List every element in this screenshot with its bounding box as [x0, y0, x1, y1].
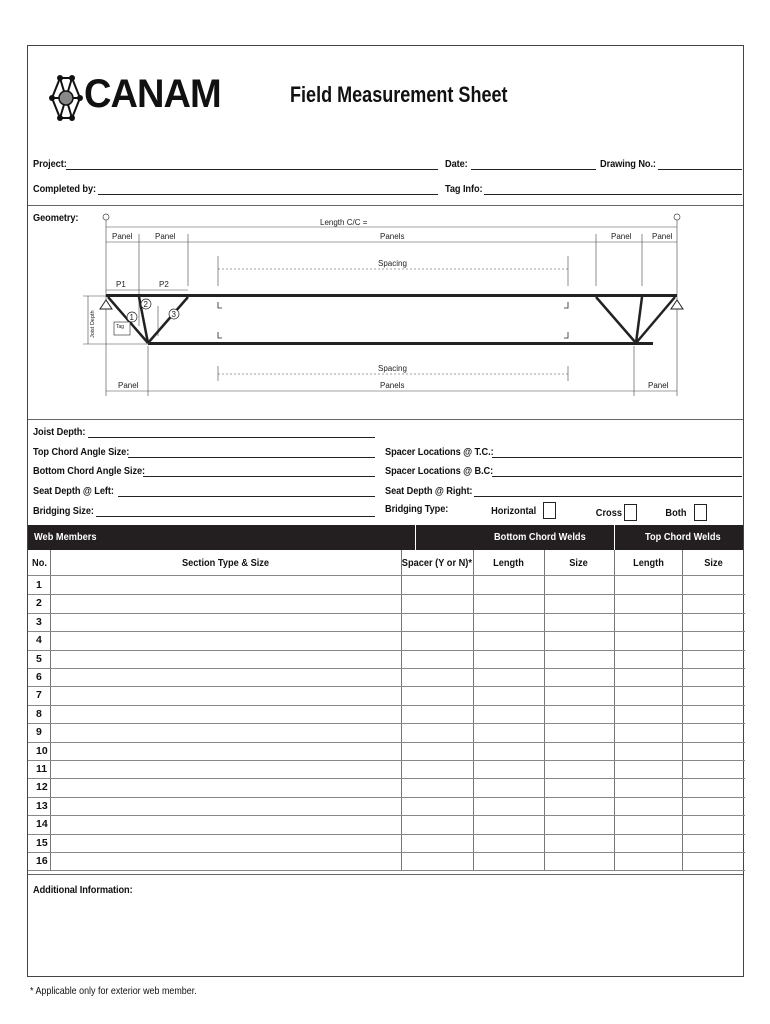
spacing-label-bottom: Spacing: [378, 364, 407, 373]
table-row[interactable]: [28, 576, 745, 594]
web-members-heading: Web Members: [34, 531, 97, 543]
row-number: 5: [36, 652, 42, 665]
header-length-bottom: Length: [493, 556, 524, 569]
both-label: Both: [665, 506, 687, 519]
date-field[interactable]: [471, 169, 596, 170]
row-number: 7: [36, 689, 42, 702]
table-row[interactable]: [28, 742, 745, 760]
footnote: * Applicable only for exterior web member.: [30, 985, 197, 997]
bridging-both-option[interactable]: [664, 504, 707, 521]
band-divider: [614, 525, 615, 550]
seat-right-label: Seat Depth @ Right:: [385, 485, 473, 497]
additional-info-field[interactable]: [28, 896, 743, 976]
panels-label-top: Panels: [380, 232, 405, 241]
bridging-size-field[interactable]: [96, 516, 375, 517]
top-chord-field[interactable]: [128, 457, 375, 458]
completed-by-label: Completed by:: [33, 183, 97, 195]
bridging-cross-option[interactable]: [594, 504, 637, 521]
divider: [28, 874, 743, 875]
seat-right-field[interactable]: [474, 496, 742, 497]
table-row[interactable]: [28, 631, 745, 649]
bridging-type-label: Bridging Type:: [385, 503, 449, 515]
horizontal-label: Horizontal: [491, 504, 537, 517]
row-number: 3: [36, 615, 42, 628]
row-number: 8: [36, 707, 42, 720]
header-size-top: Size: [704, 556, 723, 569]
drawing-no-label: Drawing No.:: [600, 158, 656, 170]
table-row[interactable]: [28, 852, 745, 870]
table-row[interactable]: [28, 686, 745, 704]
tag-info-field[interactable]: [484, 194, 742, 195]
bottom-chord-field[interactable]: [143, 476, 375, 477]
panel-label-6: Panel: [648, 381, 669, 390]
both-checkbox[interactable]: [694, 504, 707, 521]
project-field[interactable]: [66, 169, 438, 170]
row-number: 6: [36, 671, 42, 683]
seat-left-field[interactable]: [118, 496, 375, 497]
project-label: Project:: [33, 158, 67, 170]
header-section: Section Type & Size: [181, 556, 270, 569]
joist-depth-dim-label: Joist Depth: [90, 310, 96, 338]
row-number: 14: [36, 818, 48, 831]
bottom-chord-label: Bottom Chord Angle Size:: [33, 465, 146, 477]
brand-name: CANAM: [84, 72, 221, 116]
web-3-label: 3: [171, 310, 176, 319]
length-cc-label: Length C/C =: [320, 218, 368, 227]
header-no: No.: [31, 556, 47, 569]
spacer-bc-field[interactable]: [492, 476, 742, 477]
header-spacer: Spacer (Y or N)*: [401, 556, 473, 569]
row-number: 16: [36, 855, 48, 867]
panel-label-2: Panel: [155, 232, 176, 241]
cross-checkbox[interactable]: [624, 504, 637, 521]
joist-depth-field[interactable]: [88, 437, 375, 438]
panel-label-4: Panel: [652, 232, 673, 241]
date-label: Date:: [445, 158, 468, 170]
drawing-no-field[interactable]: [658, 169, 742, 170]
table-row[interactable]: [28, 815, 745, 833]
web-2-label: 2: [143, 300, 148, 309]
band-divider: [415, 525, 416, 550]
tag-label: Tag: [116, 324, 125, 330]
row-number: 11: [36, 763, 48, 775]
web-1-label: 1: [129, 313, 134, 322]
tag-info-label: Tag Info:: [445, 183, 483, 195]
spacer-tc-label: Spacer Locations @ T.C.:: [385, 446, 494, 458]
panel-label-3: Panel: [611, 232, 632, 241]
panels-label-bottom: Panels: [380, 381, 405, 390]
p1-label: P1: [116, 280, 126, 289]
geometry-label: Geometry:: [33, 212, 79, 224]
panel-label-5: Panel: [118, 381, 139, 390]
row-number: 9: [36, 726, 42, 739]
top-welds-heading: Top Chord Welds: [645, 531, 721, 543]
table-row[interactable]: [28, 705, 745, 723]
panel-label-1: Panel: [112, 232, 133, 241]
row-number: 1: [36, 579, 42, 591]
table-row[interactable]: [28, 778, 745, 796]
field-measurement-sheet: [27, 45, 744, 977]
header-size-bottom: Size: [569, 556, 589, 569]
bridging-horizontal-option[interactable]: [488, 502, 556, 519]
spacing-label-top: Spacing: [378, 259, 407, 268]
header-length-top: Length: [632, 556, 664, 569]
cross-label: Cross: [595, 506, 622, 519]
seat-left-label: Seat Depth @ Left:: [33, 485, 114, 497]
p2-label: P2: [159, 280, 169, 289]
row-line: [28, 870, 745, 871]
table-row[interactable]: [28, 834, 745, 852]
table-row[interactable]: [28, 650, 745, 668]
row-number: 2: [36, 597, 42, 610]
bottom-welds-heading: Bottom Chord Welds: [494, 531, 586, 543]
top-chord-label: Top Chord Angle Size:: [33, 446, 130, 458]
row-number: 12: [36, 781, 48, 794]
joist-geometry-diagram: [28, 206, 745, 421]
divider: [28, 419, 743, 420]
spacer-tc-field[interactable]: [492, 457, 742, 458]
table-row[interactable]: [28, 594, 745, 612]
table-band-header: [28, 525, 743, 550]
row-number: 15: [36, 836, 48, 849]
table-row[interactable]: [28, 613, 745, 631]
table-row[interactable]: [28, 760, 745, 778]
completed-by-field[interactable]: [98, 194, 438, 195]
spacer-bc-label: Spacer Locations @ B.C:: [385, 465, 494, 477]
row-number: 4: [36, 634, 42, 647]
table-row[interactable]: [28, 723, 745, 741]
page-title: Field Measurement Sheet: [290, 82, 508, 107]
table-row[interactable]: [28, 668, 745, 686]
canam-logo-icon: [48, 72, 84, 124]
additional-info-label: Additional Information:: [33, 884, 133, 896]
bridging-size-label: Bridging Size:: [33, 505, 94, 517]
table-row[interactable]: [28, 797, 745, 815]
row-number: 13: [36, 799, 48, 812]
horizontal-checkbox[interactable]: [543, 502, 556, 519]
row-number: 10: [36, 744, 48, 757]
joist-depth-label: Joist Depth:: [33, 426, 86, 438]
